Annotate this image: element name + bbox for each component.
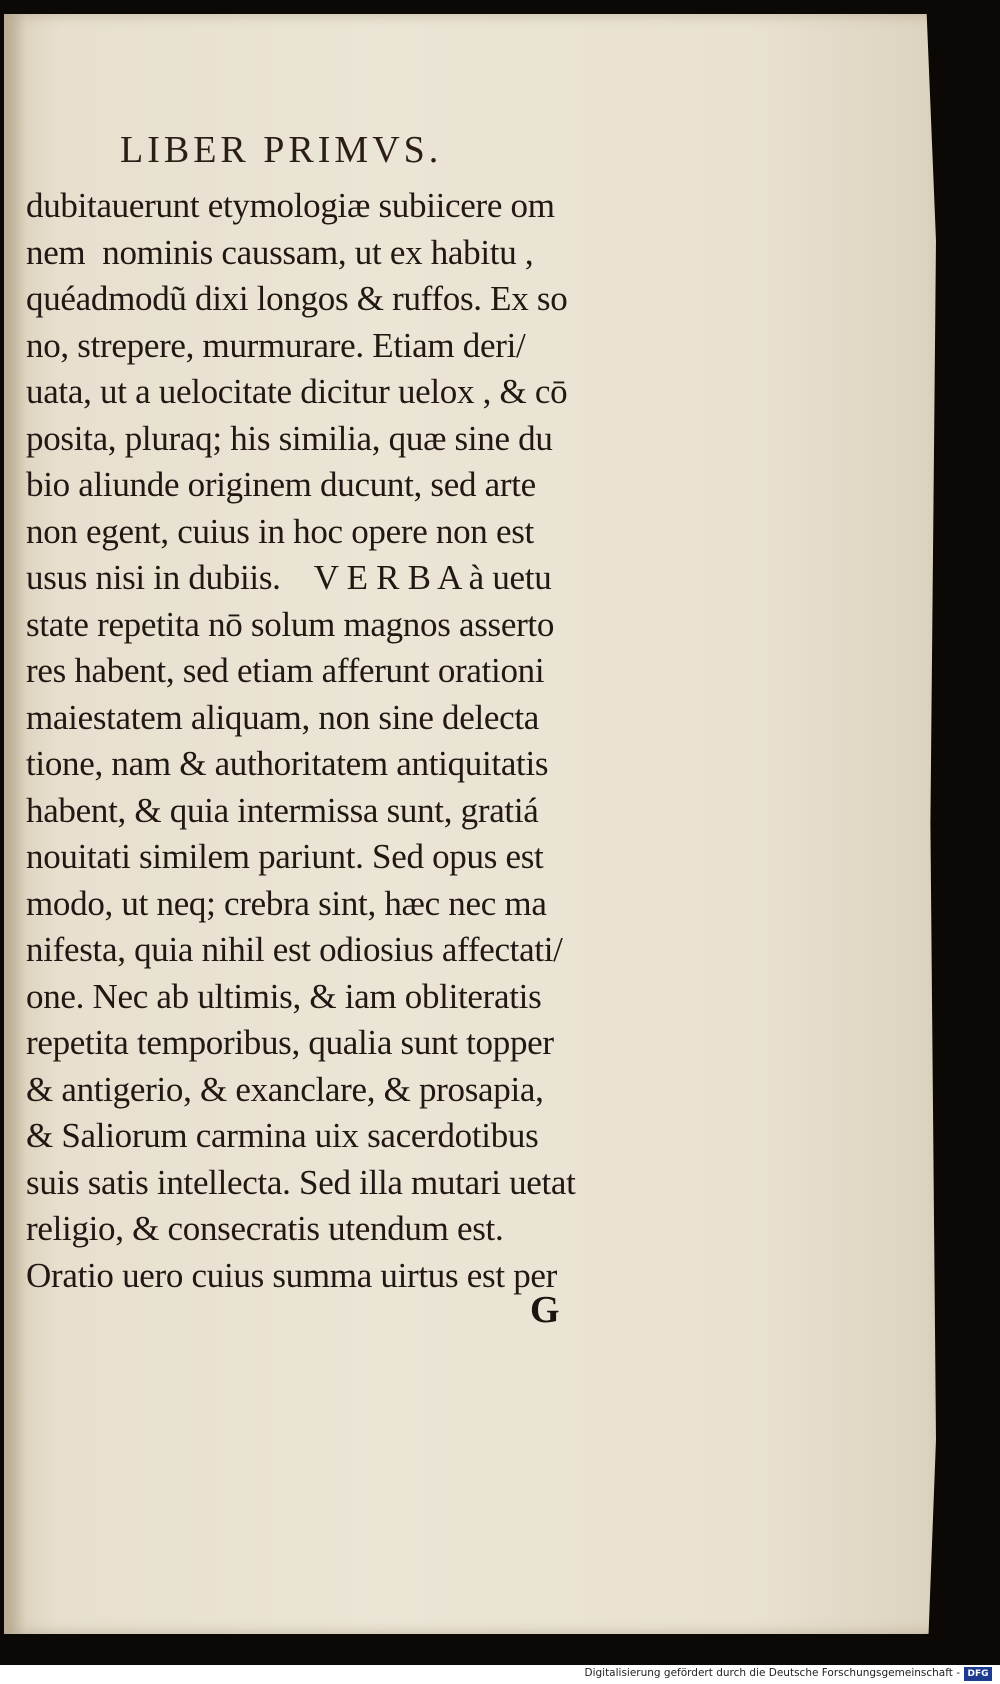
text-line: & antigerio, & exanclare, & prosapia, (26, 1069, 544, 1109)
body-text (26, 183, 666, 1299)
text-line: uata, ut a uelocitate dicitur uelox , & cō (26, 372, 568, 411)
text-line: habent, & quia intermissa sunt, gratiá (26, 790, 539, 830)
text-line: state repetita nō solum magnos asserto (26, 604, 555, 644)
text-line: one. Nec ab ultimis, & iam obliteratis (26, 976, 542, 1016)
text-line: nouitati similem pariunt. Sed opus est (26, 837, 544, 876)
text-line: tione, nam & authoritatem antiquitatis (26, 744, 549, 783)
text-line: usus nisi in dubiis. V E R B A à uetu (26, 558, 552, 597)
text-line: & Saliorum carmina uix sacerdotibus (26, 1116, 539, 1155)
text-line: religio, & consecratis utendum est. (26, 1209, 504, 1248)
running-head: LIBER PRIMVS. (120, 129, 443, 171)
text-line: dubitauerunt etymologiæ subiicere om (26, 186, 555, 225)
text-line: res habent, sed etiam afferunt orationi (26, 651, 545, 690)
text-line: maiestatem aliquam, non sine delecta (26, 697, 540, 737)
text-line: Oratio uero cuius summa uirtus est per (26, 1255, 557, 1295)
digitization-credit: Digitalisierung gefördert durch die Deutsche Forschungsgemeinschaft - (584, 1667, 960, 1679)
text-line: posita, pluraq; his similia, quæ sine du (26, 418, 553, 458)
text-line: no, strepere, murmurare. Etiam deri/ (26, 325, 526, 365)
text-line: repetita temporibus, qualia sunt topper (26, 1023, 554, 1062)
text-line: nem nominis caussam, ut ex habitu , (26, 232, 534, 272)
text-line: nifesta, quia nihil est odiosius affectati/ (26, 930, 563, 969)
text-line: quéadmodũ dixi longos & ruffos. Ex so (26, 279, 568, 318)
signature-mark: G (530, 1289, 560, 1331)
dfg-logo: DFG (964, 1667, 992, 1681)
text-line: suis satis intellecta. Sed illa mutari uetat (26, 1162, 576, 1202)
page-gutter-shadow (4, 14, 26, 1634)
text-line: bio aliunde originem ducunt, sed arte (26, 465, 536, 504)
text-line: modo, ut neq; crebra sint, hæc nec ma (26, 883, 547, 923)
text-line: non egent, cuius in hoc opere non est (26, 511, 534, 551)
